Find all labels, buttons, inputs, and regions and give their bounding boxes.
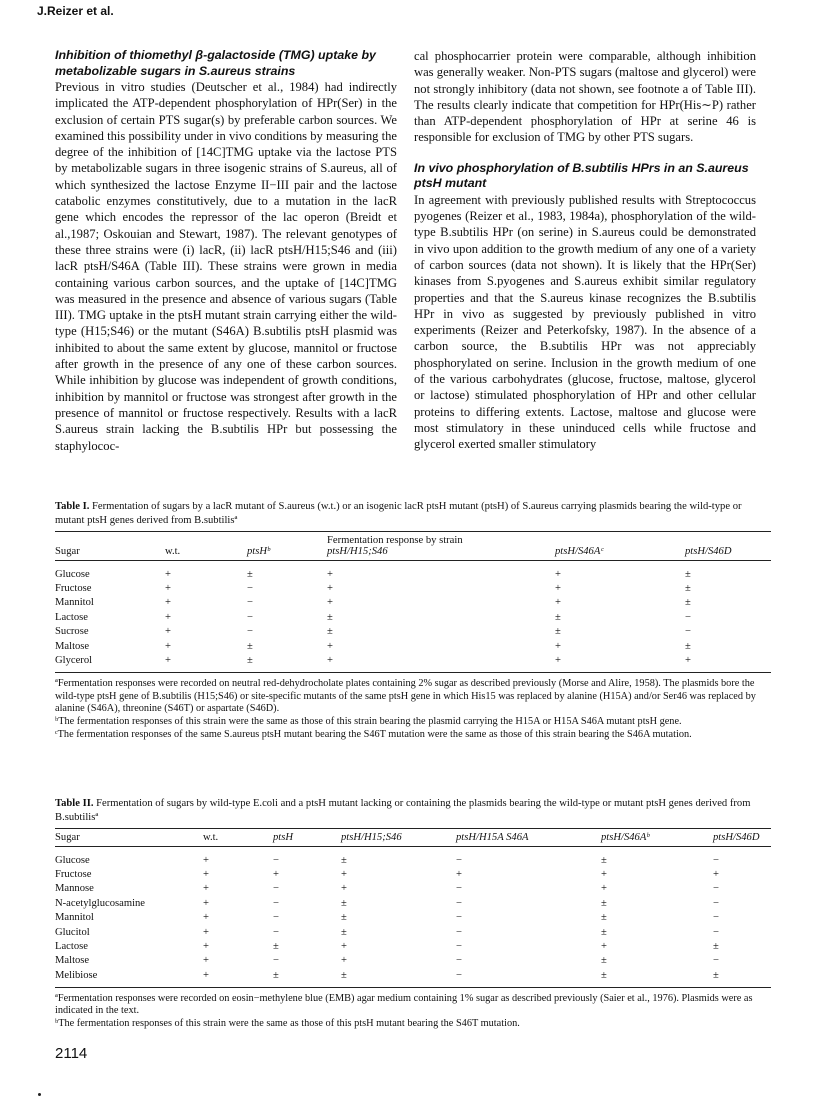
running-header: J.Reizer et al.: [37, 4, 114, 18]
table-caption: [55, 797, 771, 824]
response-cell: −: [456, 854, 462, 866]
response-cell: +: [713, 869, 719, 881]
response-cell: ±: [685, 640, 691, 652]
span-header: Fermentation response by strain: [327, 535, 463, 546]
col-header: ptsH/H15;S46: [341, 829, 456, 847]
response-cell: ±: [685, 597, 691, 609]
section-heading: Inhibition of thiomethyl β-galactoside (TMG) uptake by metabolizable sugars in S.aureus strains: [55, 48, 376, 78]
response-cell: +: [327, 597, 333, 609]
response-cell: ±: [273, 941, 279, 953]
response-cell: +: [165, 626, 171, 638]
response-cell: +: [203, 912, 209, 924]
response-cell: +: [203, 883, 209, 895]
table-row: [55, 954, 771, 968]
footnote: ᵇThe fermentation responses of this strain were the same as those of this ptsH mutant bearing the S46T mutation.: [55, 1018, 520, 1030]
response-cell: ±: [327, 626, 333, 638]
table-footnotes: [55, 678, 771, 742]
response-cell: +: [456, 869, 462, 881]
response-cell: +: [203, 897, 209, 909]
sugar-name: Fructose: [55, 869, 92, 881]
table-1-grid: [55, 531, 771, 673]
response-cell: ±: [555, 626, 561, 638]
table-1: [55, 500, 771, 742]
col-header: ptsHᵇ: [247, 532, 327, 561]
table-row: [55, 882, 771, 896]
table-row: [55, 867, 771, 881]
response-cell: −: [713, 955, 719, 967]
col-header: Sugar: [55, 829, 203, 847]
response-cell: −: [713, 854, 719, 866]
table-row: [55, 925, 771, 939]
response-cell: ±: [327, 611, 333, 623]
response-cell: +: [165, 611, 171, 623]
sugar-name: Lactose: [55, 941, 88, 953]
table-footnotes: [55, 993, 771, 1031]
response-cell: +: [685, 655, 691, 667]
response-cell: ±: [341, 969, 347, 981]
response-cell: ±: [247, 655, 253, 667]
response-cell: +: [555, 655, 561, 667]
body-paragraph: Previous in vitro studies (Deutscher et al., 1984) had indirectly implicated the ATP-dependent phosphorylation of HPr(Ser) in the exclusion of certain PTS sugar(s) by preferable carbon sources. We examined this possibility under in vivo conditions by measuring the degree of the inhibition of [14C]TMG uptake via the lactose PTS by metabolizable sugars in three isogenic strains of S.aureus, all of which synthesized the lactose Enzyme II−III pair and the lactose catabolic enzymes constitutively, due to a mutation in the lacR gene which encodes the repressor of the lac operon (Breidt et al.,1987; Oskouian and Stewart, 1987). The relevant genotypes of these three strains were (i) lacR, (ii) lacR ptsH/H15;S46 and (iii) lacR ptsH/S46A (Table III). These strains were grown in media containing various carbon sources, and the uptake of [14C]TMG was measured in the presence and absence of various sugars (Table III). TMG uptake in the ptsH mutant strain carrying either the wild-type (H15;S46) or the mutant (S46A) B.subtilis ptsH plasmid was inhibited to about the same extent by glucose, mannitol or fructose after growth in the presence of any one of these carbon sources. While inhibition by glucose was independent of growth conditions, inhibition by mannitol or fructose was strongest after growth in the presence of mannitol or fructose respectively. Results with a lacR S.aureus strain lacking the B.subtilis HPr but possessing the staphylococ-: [55, 80, 397, 453]
response-cell: ±: [601, 897, 607, 909]
response-cell: +: [165, 655, 171, 667]
response-cell: ±: [341, 912, 347, 924]
caption-text: Fermentation of sugars by a lacR mutant of S.aureus (w.t.) or an isogenic lacR ptsH mutant (ptsH) of S.aureus carrying plasmids bearing the wild-type or mutant ptsH genes derived from B.subtilisª: [55, 501, 742, 526]
response-cell: ±: [273, 969, 279, 981]
col-header: ptsH/S46Aᶜ: [555, 532, 685, 561]
table-row: [55, 625, 771, 639]
header-row: [55, 532, 771, 561]
header-row: [55, 829, 771, 847]
response-cell: +: [327, 568, 333, 580]
col-header: Sugar: [55, 532, 165, 561]
table-row: [55, 561, 771, 582]
response-cell: −: [273, 883, 279, 895]
scan-speck: [38, 1093, 41, 1096]
response-cell: +: [203, 854, 209, 866]
left-column: [55, 48, 397, 454]
response-cell: −: [456, 941, 462, 953]
sugar-name: Maltose: [55, 955, 90, 967]
caption-label: Table I.: [55, 501, 90, 512]
table-row: [55, 968, 771, 987]
sugar-name: Sucrose: [55, 626, 89, 638]
response-cell: −: [713, 926, 719, 938]
response-cell: +: [341, 869, 347, 881]
body-paragraph: In agreement with previously published results with Streptococcus pyogenes (Reizer et al., 1983, 1984a), phosphorylation of the wild-type B.subtilis HPr (on serine) in S.aureus could be demonstrated in vivo upon addition to the growth medium of any one of a variety of carbon sources (data not shown). It is likely that the HPr(Ser) kinases from S.pyogenes and S.aureus exhibit similar regulatory properties and that the S.aureus kinase recognizes the B.subtilis HPr in vivo as suggested by previously published in vitro experiments (Reizer and Peterkofsky, 1987). In the absence of a carbon source, the B.subtilis HPr was not appreciably phosphorylated on serine. Inclusion in the growth medium of one of the various carbohydrates (glucose, fructose, maltose, glycerol or lactose) stimulated phosphorylation of HPr and other cellular proteins to differing extents. Lactose, maltose and glucose were most stimulatory in these uninduced cells while fructose and glycerol exerted smaller stimulatory: [414, 192, 756, 452]
response-cell: ±: [601, 912, 607, 924]
response-cell: −: [273, 955, 279, 967]
footnote: ᵇThe fermentation responses of this strain were the same as those of this strain bearing the plasmid carrying the H15A or H15A S46A mutant ptsH gene.: [55, 716, 682, 728]
response-cell: −: [685, 626, 691, 638]
col-header: ptsH/S46D: [713, 829, 771, 847]
response-cell: ±: [247, 640, 253, 652]
sugar-name: Melibiose: [55, 969, 98, 981]
col-header-text: ptsH/H15;S46: [327, 546, 388, 557]
response-cell: −: [713, 897, 719, 909]
response-cell: −: [273, 926, 279, 938]
footnote: ᶜThe fermentation responses of the same S.aureus ptsH mutant bearing the S46T mutation were the same as those of this strain bearing the S46A mutation.: [55, 728, 692, 740]
sugar-name: Glucose: [55, 854, 90, 866]
response-cell: ±: [713, 941, 719, 953]
response-cell: −: [456, 912, 462, 924]
response-cell: −: [247, 583, 253, 595]
table-2-grid: [55, 828, 771, 988]
response-cell: +: [601, 941, 607, 953]
response-cell: +: [601, 883, 607, 895]
sugar-name: Mannose: [55, 883, 94, 895]
sugar-name: Mannitol: [55, 912, 94, 924]
response-cell: +: [165, 597, 171, 609]
table-row: [55, 896, 771, 910]
response-cell: +: [327, 640, 333, 652]
col-header: [327, 532, 555, 561]
response-cell: ±: [341, 897, 347, 909]
table-row: [55, 610, 771, 624]
response-cell: +: [341, 955, 347, 967]
response-cell: +: [327, 583, 333, 595]
response-cell: −: [713, 912, 719, 924]
response-cell: +: [165, 583, 171, 595]
response-cell: ±: [601, 926, 607, 938]
response-cell: −: [456, 897, 462, 909]
response-cell: +: [341, 941, 347, 953]
response-cell: ±: [601, 969, 607, 981]
body-paragraph: cal phosphocarrier protein were comparable, although inhibition was generally weaker. Non-PTS sugars (maltose and glycerol) were not strongly inhibitory (data not shown, see footnote a of Table III). The results clearly indicate that competition for HPr(His∼P) rather than ATP-dependent phosphorylation of HPr at serine 46 is responsible for exclusion of TMG by other PTS sugars.: [414, 49, 756, 145]
response-cell: −: [685, 611, 691, 623]
response-cell: +: [203, 869, 209, 881]
caption-text: Fermentation of sugars by wild-type E.coli and a ptsH mutant lacking or containing the plasmids bearing the wild-type or mutant ptsH genes derived from B.subtilisª: [55, 798, 751, 823]
sugar-name: Maltose: [55, 640, 90, 652]
response-cell: +: [555, 568, 561, 580]
response-cell: +: [203, 941, 209, 953]
table-row: [55, 911, 771, 925]
response-cell: +: [555, 583, 561, 595]
table-2: [55, 797, 771, 1031]
response-cell: +: [203, 955, 209, 967]
response-cell: −: [247, 626, 253, 638]
col-header: w.t.: [165, 532, 247, 561]
response-cell: −: [456, 926, 462, 938]
response-cell: −: [456, 955, 462, 967]
caption-label: Table II.: [55, 798, 94, 809]
response-cell: ±: [555, 611, 561, 623]
response-cell: +: [203, 969, 209, 981]
response-cell: −: [713, 883, 719, 895]
sugar-name: N-acetylglucosamine: [55, 897, 146, 909]
col-header: ptsH/S46Aᵇ: [601, 829, 713, 847]
sugar-name: Glucose: [55, 568, 90, 580]
response-cell: −: [247, 597, 253, 609]
response-cell: +: [327, 655, 333, 667]
response-cell: ±: [685, 568, 691, 580]
table-row: [55, 847, 771, 868]
response-cell: +: [555, 640, 561, 652]
table-row: [55, 639, 771, 653]
col-header: ptsH/H15A S46A: [456, 829, 601, 847]
table-row: [55, 939, 771, 953]
col-header: ptsH/S46D: [685, 532, 771, 561]
response-cell: −: [273, 912, 279, 924]
response-cell: +: [165, 568, 171, 580]
page-number: 2114: [55, 1045, 88, 1062]
sugar-name: Glucitol: [55, 926, 90, 938]
response-cell: ±: [601, 955, 607, 967]
col-header: w.t.: [203, 829, 273, 847]
response-cell: ±: [713, 969, 719, 981]
table-row: [55, 653, 771, 672]
footnote: ªFermentation responses were recorded on eosin−methylene blue (EMB) agar medium containing 1% sugar as described previously (Saier et al., 1976). Plasmids were as indicated in the text.: [55, 992, 753, 1017]
response-cell: +: [273, 869, 279, 881]
table-caption: [55, 500, 771, 527]
response-cell: ±: [341, 854, 347, 866]
response-cell: −: [456, 969, 462, 981]
table-row: [55, 596, 771, 610]
response-cell: −: [273, 897, 279, 909]
right-column: [414, 48, 756, 453]
response-cell: ±: [341, 926, 347, 938]
response-cell: ±: [685, 583, 691, 595]
section-heading: In vivo phosphorylation of B.subtilis HPrs in an S.aureus ptsH mutant: [414, 160, 749, 191]
response-cell: −: [273, 854, 279, 866]
response-cell: −: [456, 883, 462, 895]
response-cell: +: [601, 869, 607, 881]
response-cell: ±: [247, 568, 253, 580]
response-cell: +: [555, 597, 561, 609]
sugar-name: Mannitol: [55, 597, 94, 609]
footnote: ªFermentation responses were recorded on neutral red-dehydrocholate plates containing 2% sugar as described previously (Morse and Alire, 1958). The plasmids bore the wild-type ptsH gene of B.subtilis (H15;S46) or site-specific mutants of the same ptsH gene in which His15 was replaced by alanine (H15A) and/or Ser46 was replaced by alanine (S46A), threonine (S46T) or aspartate (S46D).: [55, 677, 756, 715]
col-header: ptsH: [273, 829, 341, 847]
response-cell: +: [341, 883, 347, 895]
response-cell: +: [203, 926, 209, 938]
sugar-name: Glycerol: [55, 655, 93, 667]
table-row: [55, 581, 771, 595]
response-cell: ±: [601, 854, 607, 866]
sugar-name: Fructose: [55, 583, 92, 595]
sugar-name: Lactose: [55, 611, 88, 623]
response-cell: −: [247, 611, 253, 623]
response-cell: +: [165, 640, 171, 652]
